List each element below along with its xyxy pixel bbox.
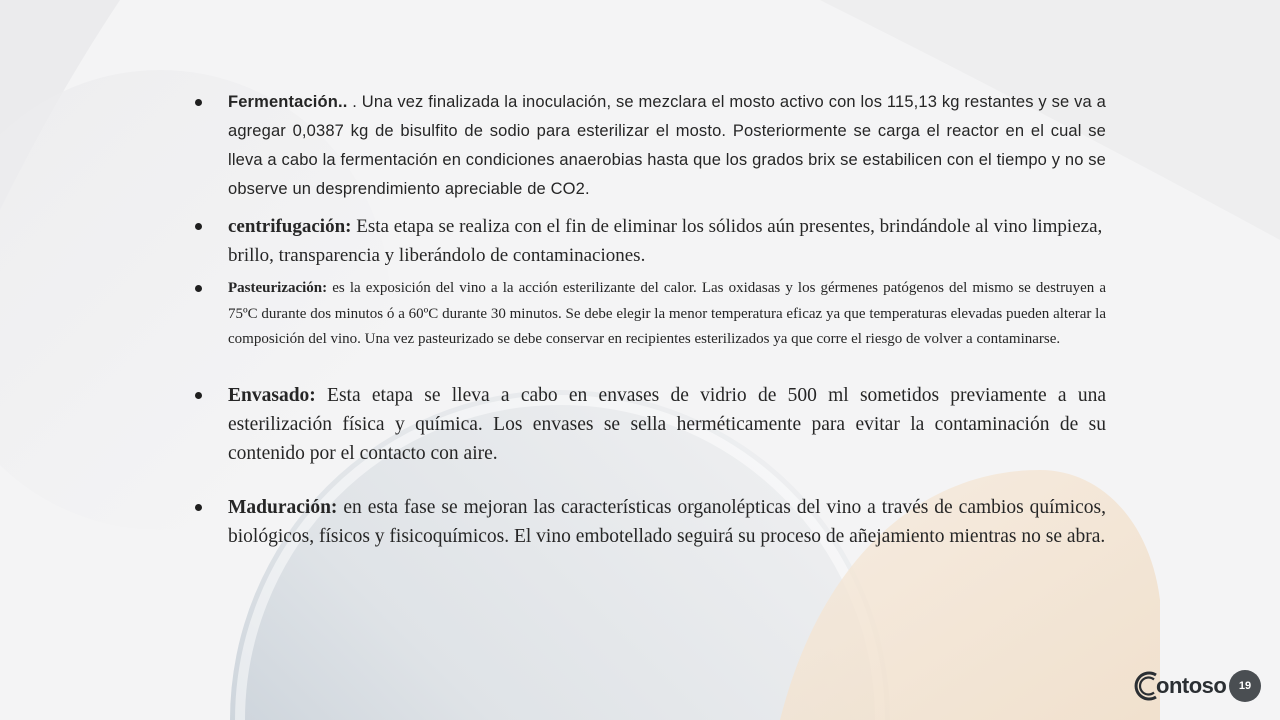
item-body: . Una vez finalizada la inoculación, se mezclara el mosto activo con los 115,13 kg restantes y se va a agregar 0,0387 kg de bisulfito de sodio para esterilizar el mosto. Posteriormente se carga el reactor en el cual se lleva a cabo la fermentación en condiciones anaerobias hasta que los grados brix se estabilicen con el tiempo y no se observe un desprendimiento apreciable de CO2. (228, 93, 1106, 198)
contoso-logo (1132, 669, 1226, 703)
item-body: Esta etapa se realiza con el fin de eliminar los sólidos aún presentes, brindándole al vino limpieza, brillo, transparencia y liberándolo de contaminaciones. (228, 216, 1103, 266)
logo-text: ontoso (1156, 673, 1227, 698)
list-item-fermentacion (191, 88, 1106, 204)
item-body: es la exposición del vino a la acción esterilizante del calor. Las oxidasas y los gérmenes patógenos del mismo se destruyen a 75ºC durante dos minutos ó a 60ºC durante 30 minutos. Se debe elegir la menor temperatura eficaz ya que temperaturas elevadas pueden alterar la composición del vino. Una vez pasteurizado se debe conservar en recipientes esterilizados ya que corre el riesgo de volver a contaminarse. (228, 280, 1106, 347)
list-item-text (228, 88, 1106, 204)
item-heading: Pasteurización: (228, 280, 328, 296)
item-body: en esta fase se mejoran las características organolépticas del vino a través de cambios químicos, biológicos, físicos y fisicoquímicos. El vino embotellado seguirá su proceso de añejamiento mientras no se abra. (228, 496, 1106, 547)
list-item-text (228, 212, 1106, 270)
list-item-pasteurizacion (191, 276, 1106, 353)
item-heading: centrifugación: (228, 216, 352, 237)
list-item-text (228, 381, 1106, 468)
page-number-badge: 19 (1229, 670, 1261, 702)
bullet-list (191, 88, 1106, 551)
item-heading: Envasado: (228, 384, 316, 406)
item-heading: Fermentación.. (228, 93, 348, 111)
item-body: Esta etapa se lleva a cabo en envases de vidrio de 500 ml sometidos previamente a una esterilización física y química. Los envases se sella herméticamente para evitar la contaminación de su contenido por el contacto con aire. (228, 384, 1106, 464)
list-item-envasado (191, 381, 1106, 468)
list-item-text (228, 276, 1106, 353)
list-item-text (228, 493, 1106, 551)
list-item-maduracion (191, 493, 1106, 551)
item-heading: Maduración: (228, 496, 338, 518)
list-item-centrifugacion (191, 212, 1106, 270)
